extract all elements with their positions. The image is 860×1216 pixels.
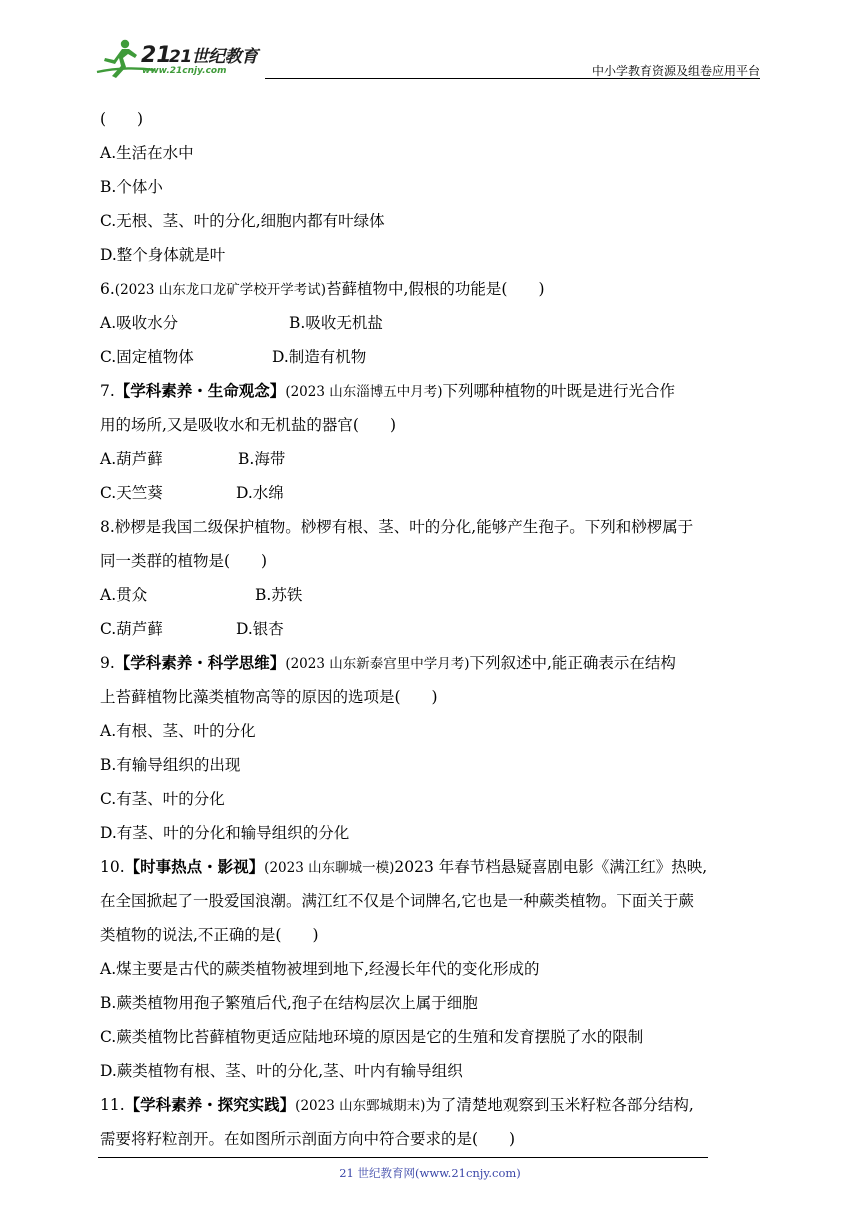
question-9 — [100, 646, 765, 680]
option-pair — [100, 476, 765, 510]
svg-text:21: 21 — [141, 43, 172, 68]
question-number: 11. — [100, 1096, 125, 1114]
site-logo — [95, 36, 265, 80]
question-text: 下列哪种植物的叶既是进行光合作 — [442, 382, 676, 400]
text-line: 用的场所,又是吸收水和无机盐的器官( ) — [100, 416, 397, 434]
option-line: A.有根、茎、叶的分化 — [100, 722, 256, 740]
question-source: (2023 山东鄄城期末) — [295, 1098, 426, 1114]
question-tag: 【学科素养・科学思维】 — [114, 653, 286, 672]
option-a: A.吸收水分 — [100, 314, 179, 332]
question-tag: 【时事热点・影视】 — [124, 857, 265, 876]
question-number: 7. — [100, 382, 115, 400]
question-source: (2023 山东淄博五中月考) — [285, 384, 443, 400]
question-source: (2023 山东新泰宫里中学月考) — [285, 656, 470, 672]
question-number: 6. — [100, 280, 115, 298]
option-pair — [100, 578, 765, 612]
option-line: B.有输导组织的出现 — [100, 756, 241, 774]
option-b: B.海带 — [238, 450, 286, 468]
option-pair — [100, 612, 765, 646]
option-pair — [100, 306, 765, 340]
page-header — [95, 36, 760, 80]
question-content — [100, 102, 765, 1156]
text-line: 同一类群的植物是( ) — [100, 552, 268, 570]
text-line: ( ) — [100, 110, 144, 128]
option-b: B.苏铁 — [255, 586, 303, 604]
text-line: 上苔藓植物比藻类植物高等的原因的选项是( ) — [100, 688, 438, 706]
option-line: B.蕨类植物用孢子繁殖后代,孢子在结构层次上属于细胞 — [100, 994, 478, 1012]
option-pair — [100, 340, 765, 374]
page-footer[interactable]: 21 世纪教育网(www.21cnjy.com) — [339, 1166, 521, 1180]
option-line: A.煤主要是古代的蕨类植物被埋到地下,经漫长年代的变化形成的 — [100, 960, 540, 978]
logo-text: 21世纪教育 — [169, 47, 258, 67]
question-text: 苔藓植物中,假根的功能是( ) — [325, 280, 545, 298]
header-platform-text: 中小学教育资源及组卷应用平台 — [591, 64, 760, 78]
option-line: B.个体小 — [100, 178, 163, 196]
option-c: C.固定植物体 — [100, 348, 194, 366]
option-line: D.有茎、叶的分化和输导组织的分化 — [100, 824, 350, 842]
option-line: C.有茎、叶的分化 — [100, 790, 225, 808]
option-line: D.整个身体就是叶 — [100, 246, 226, 264]
option-c: C.葫芦藓 — [100, 620, 163, 638]
option-line: C.蕨类植物比苔藓植物更适应陆地环境的原因是它的生殖和发育摆脱了水的限制 — [100, 1028, 644, 1046]
question-7 — [100, 374, 765, 408]
question-text: 为了清楚地观察到玉米籽粒各部分结构, — [425, 1096, 694, 1114]
question-number: 9. — [100, 654, 115, 672]
option-line: A.生活在水中 — [100, 144, 194, 162]
logo-url: www.21cnjy.com — [142, 66, 227, 76]
option-line: C.无根、茎、叶的分化,细胞内都有叶绿体 — [100, 212, 385, 230]
question-10 — [100, 850, 765, 884]
question-number: 10. — [100, 858, 125, 876]
option-c: C.天竺葵 — [100, 484, 163, 502]
option-line: D.蕨类植物有根、茎、叶的分化,茎、叶内有输导组织 — [100, 1062, 463, 1080]
question-11 — [100, 1088, 765, 1122]
question-8: 8.桫椤是我国二级保护植物。桫椤有根、茎、叶的分化,能够产生孢子。下列和桫椤属于 — [100, 518, 694, 536]
question-text: 下列叙述中,能正确表示在结构 — [469, 654, 676, 672]
text-line: 在全国掀起了一股爱国浪潮。满江红不仅是个词牌名,它也是一种蕨类植物。下面关于蕨 — [100, 892, 694, 910]
header-divider — [265, 78, 760, 79]
question-tag: 【学科素养・探究实践】 — [124, 1095, 296, 1114]
option-d: D.银杏 — [236, 620, 284, 638]
option-a: A.贯众 — [100, 586, 148, 604]
option-d: D.制造有机物 — [272, 348, 367, 366]
option-a: A.葫芦藓 — [100, 450, 163, 468]
question-6 — [100, 272, 765, 306]
option-pair — [100, 442, 765, 476]
question-tag: 【学科素养・生命观念】 — [114, 381, 286, 400]
footer-divider — [98, 1157, 708, 1158]
question-source: (2023 山东聊城一模) — [264, 860, 395, 876]
option-b: B.吸收无机盐 — [289, 314, 383, 332]
text-line: 需要将籽粒剖开。在如图所示剖面方向中符合要求的是( ) — [100, 1130, 516, 1148]
question-source: (2023 山东龙口龙矿学校开学考试) — [114, 282, 326, 298]
question-text: 2023 年春节档悬疑喜剧电影《满江红》热映, — [394, 858, 708, 876]
text-line: 类植物的说法,不正确的是( ) — [100, 926, 319, 944]
option-d: D.水绵 — [236, 484, 284, 502]
